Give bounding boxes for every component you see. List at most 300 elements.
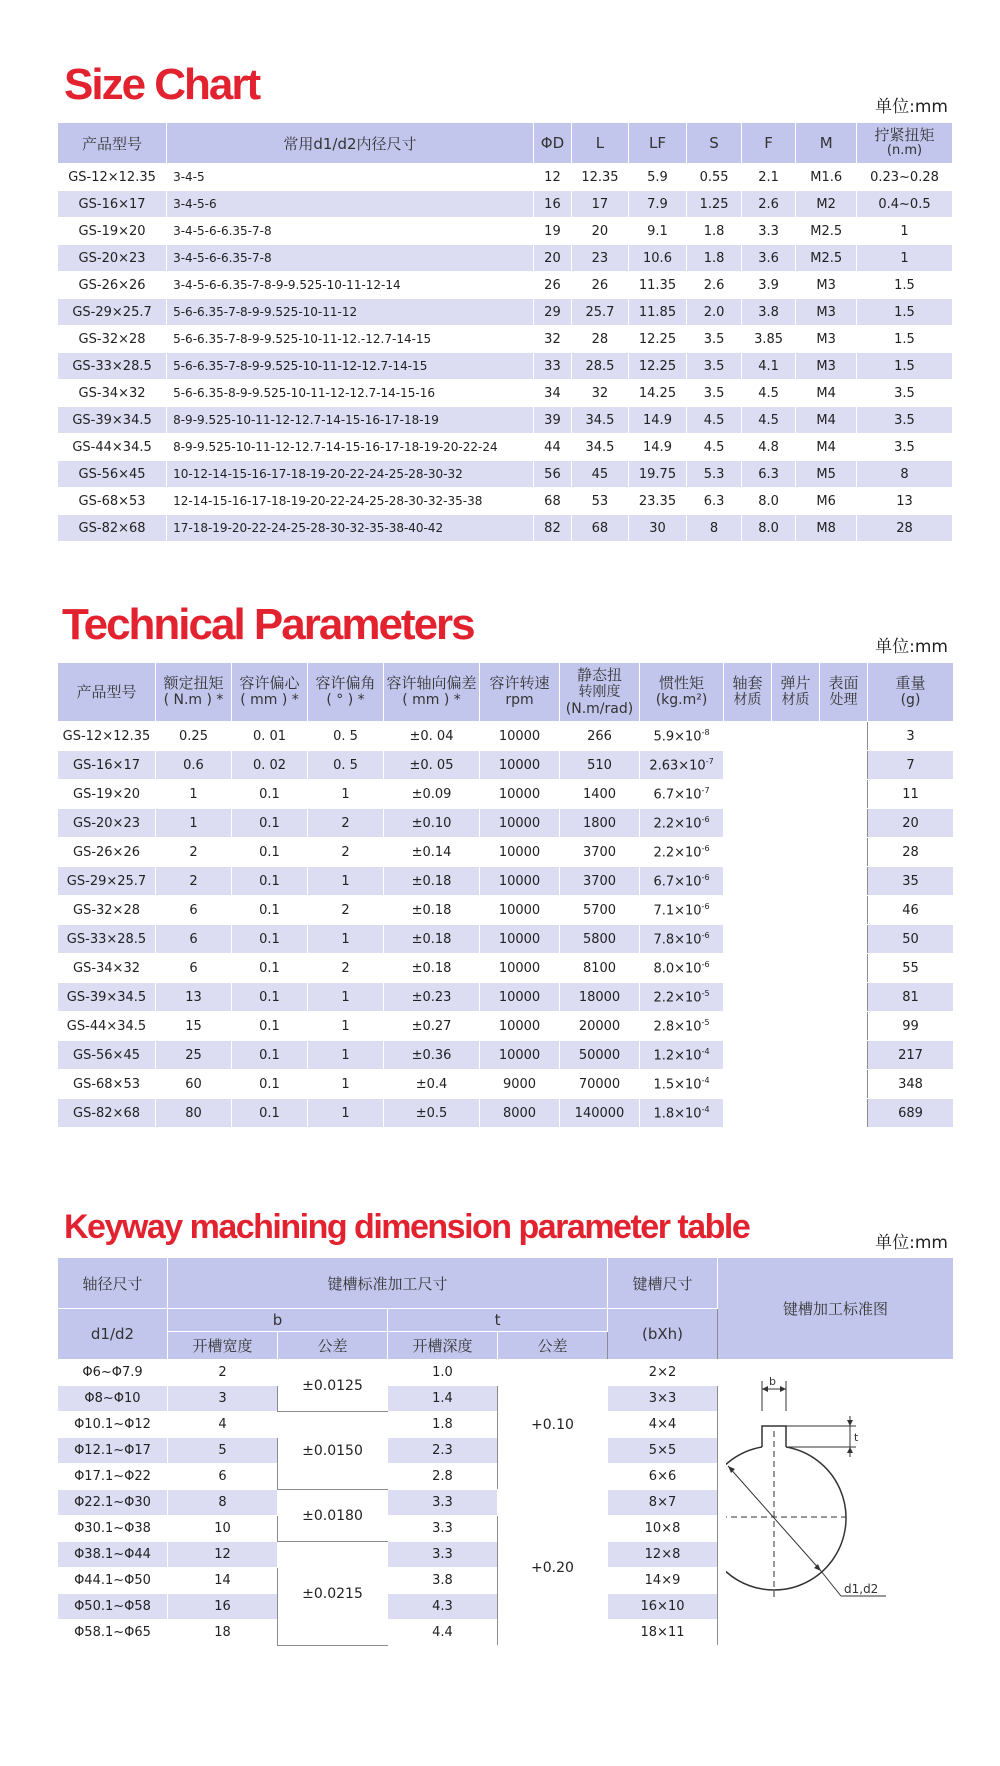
inertia-base: 2.63×10 — [649, 758, 706, 774]
diagram-label-b: b — [768, 1374, 776, 1388]
header-lf: LF — [628, 123, 687, 164]
tech-cell-material-blank — [820, 896, 868, 925]
tech-cell-eccentric: 0. 01 — [232, 722, 308, 751]
tech-header-stiffness-line: 静态扭 — [576, 665, 622, 684]
size-cell-d: 39 — [533, 407, 571, 434]
tech-header-stiffness-line: 转刚度 — [578, 683, 621, 700]
tech-header-weight — [868, 663, 954, 722]
tech-cell-eccentric: 0.1 — [232, 983, 308, 1012]
size-cell-torque: 3.5 — [856, 380, 952, 407]
tech-cell-material-blank — [724, 1099, 772, 1128]
size-cell-s: 3.5 — [687, 353, 742, 380]
tech-cell-material-blank — [820, 722, 868, 751]
size-cell-lf: 14.25 — [628, 380, 687, 407]
tech-cell-weight: 50 — [868, 925, 954, 954]
tech-header-angle — [308, 663, 384, 722]
tech-cell-material-blank — [724, 722, 772, 751]
header-m: M — [796, 123, 857, 164]
tech-cell-speed: 10000 — [480, 780, 560, 809]
inertia-base: 7.8×10 — [653, 932, 702, 948]
size-cell-m: M6 — [796, 488, 857, 515]
tech-body — [58, 722, 954, 1128]
size-cell-model: GS-32×28 — [58, 326, 167, 353]
size-cell-model: GS-19×20 — [58, 218, 167, 245]
tech-title: Technical Parameters — [62, 600, 474, 649]
table-row — [58, 1099, 954, 1128]
size-chart-body — [58, 164, 953, 542]
size-cell-m: M2.5 — [796, 245, 857, 272]
size-cell-f: 3.9 — [741, 272, 796, 299]
size-cell-s: 8 — [687, 515, 742, 542]
size-cell-bore: 5-6-6.35-7-8-9-9.525-10-11-12 — [167, 299, 534, 326]
tech-cell-model: GS-26×26 — [58, 838, 156, 867]
tech-cell-axial: ±0.18 — [384, 954, 480, 983]
tech-header-axial — [384, 663, 480, 722]
tech-header-axial-line: ( mm ) * — [402, 692, 461, 708]
keyway-header-tol2: 公差 — [498, 1332, 608, 1360]
table-row — [58, 218, 953, 245]
size-cell-m: M4 — [796, 380, 857, 407]
keyway-cell-bxh: 5×5 — [608, 1438, 718, 1464]
size-cell-model: GS-68×53 — [58, 488, 167, 515]
tech-cell-weight: 99 — [868, 1012, 954, 1041]
size-cell-s: 4.5 — [687, 407, 742, 434]
tech-header-eccentric-line: ( mm ) * — [240, 692, 299, 708]
size-cell-m: M5 — [796, 461, 857, 488]
size-cell-l: 32 — [572, 380, 629, 407]
size-cell-d: 29 — [533, 299, 571, 326]
size-cell-s: 2.6 — [687, 272, 742, 299]
keyway-cell-shaft: Φ38.1~Φ44 — [58, 1542, 168, 1568]
size-cell-lf: 19.75 — [628, 461, 687, 488]
keyway-cell-depth: 2.8 — [388, 1464, 498, 1490]
tech-cell-eccentric: 0.1 — [232, 954, 308, 983]
tech-header-inertia-line: 惯性矩 — [658, 674, 704, 692]
size-cell-bore: 5-6-6.35-8-9-9.525-10-11-12-12.7-14-15-16 — [167, 380, 534, 407]
keyway-cell-shaft: Φ22.1~Φ30 — [58, 1490, 168, 1516]
inertia-base: 8.0×10 — [653, 961, 702, 977]
tech-cell-angle: 1 — [308, 1041, 384, 1070]
table-row — [58, 326, 953, 353]
tech-cell-material-blank — [820, 751, 868, 780]
inertia-exponent: -4 — [701, 1075, 710, 1085]
tech-cell-material-blank — [820, 983, 868, 1012]
tech-cell-material-blank — [724, 983, 772, 1012]
tech-cell-material-blank — [772, 780, 820, 809]
keyway-cell-bxh: 10×8 — [608, 1516, 718, 1542]
size-cell-lf: 9.1 — [628, 218, 687, 245]
header-torque-line2: (n.m) — [886, 143, 923, 158]
tech-cell-stiffness: 266 — [560, 722, 640, 751]
size-cell-bore: 3-4-5-6-6.35-7-8 — [167, 245, 534, 272]
table-row — [58, 407, 953, 434]
header-f: F — [741, 123, 796, 164]
size-cell-torque: 13 — [856, 488, 952, 515]
tech-cell-material-blank — [724, 867, 772, 896]
tech-cell-angle: 1 — [308, 1012, 384, 1041]
keyway-diagram-cell — [718, 1360, 954, 1646]
size-cell-model: GS-82×68 — [58, 515, 167, 542]
tech-cell-eccentric: 0.1 — [232, 1012, 308, 1041]
tech-cell-material-blank — [724, 751, 772, 780]
tech-cell-inertia — [640, 867, 724, 896]
size-cell-d: 12 — [533, 164, 571, 191]
tech-cell-model: GS-29×25.7 — [58, 867, 156, 896]
keyway-cell-width: 5 — [168, 1438, 278, 1464]
table-row — [58, 722, 954, 751]
tech-header-torque-line: ( N.m ) * — [163, 692, 224, 708]
tech-cell-model: GS-33×28.5 — [58, 925, 156, 954]
table-row — [58, 896, 954, 925]
tech-cell-axial: ±0.23 — [384, 983, 480, 1012]
size-cell-d: 33 — [533, 353, 571, 380]
size-cell-m: M1.6 — [796, 164, 857, 191]
tech-cell-stiffness: 18000 — [560, 983, 640, 1012]
size-cell-l: 25.7 — [572, 299, 629, 326]
tech-header-hub-material-line: 轴套 — [732, 674, 763, 692]
tech-cell-axial: ±0.36 — [384, 1041, 480, 1070]
tech-cell-angle: 1 — [308, 983, 384, 1012]
size-cell-m: M4 — [796, 407, 857, 434]
size-cell-s: 0.55 — [687, 164, 742, 191]
keyway-cell-shaft: Φ6~Φ7.9 — [58, 1360, 168, 1386]
size-cell-d: 19 — [533, 218, 571, 245]
tech-cell-speed: 10000 — [480, 983, 560, 1012]
tech-cell-axial: ±0.09 — [384, 780, 480, 809]
keyway-cell-shaft: Φ30.1~Φ38 — [58, 1516, 168, 1542]
tech-cell-eccentric: 0.1 — [232, 925, 308, 954]
keyway-cell-b-tolerance: ±0.0150 — [278, 1412, 388, 1490]
tech-cell-speed: 8000 — [480, 1099, 560, 1128]
inertia-base: 2.8×10 — [653, 1019, 702, 1035]
tech-cell-weight: 55 — [868, 954, 954, 983]
inertia-base: 6.7×10 — [653, 874, 702, 890]
size-cell-s: 1.8 — [687, 218, 742, 245]
keyway-cell-depth: 3.3 — [388, 1516, 498, 1542]
tech-cell-weight: 35 — [868, 867, 954, 896]
tech-cell-stiffness: 3700 — [560, 867, 640, 896]
inertia-base: 2.2×10 — [653, 816, 702, 832]
keyway-cell-shaft: Φ17.1~Φ22 — [58, 1464, 168, 1490]
tech-cell-model: GS-20×23 — [58, 809, 156, 838]
header-s: S — [687, 123, 742, 164]
keyway-cell-depth: 3.3 — [388, 1542, 498, 1568]
size-cell-f: 3.8 — [741, 299, 796, 326]
tech-cell-torque: 1 — [156, 809, 232, 838]
size-cell-lf: 11.35 — [628, 272, 687, 299]
size-cell-d: 44 — [533, 434, 571, 461]
size-cell-f: 2.6 — [741, 191, 796, 218]
tech-cell-axial: ±0.18 — [384, 896, 480, 925]
inertia-exponent: -6 — [701, 843, 710, 853]
tech-cell-stiffness: 50000 — [560, 1041, 640, 1070]
tech-cell-material-blank — [772, 1099, 820, 1128]
tech-cell-torque: 13 — [156, 983, 232, 1012]
size-cell-torque: 3.5 — [856, 407, 952, 434]
tech-cell-material-blank — [820, 867, 868, 896]
size-cell-f: 4.5 — [741, 407, 796, 434]
tech-cell-angle: 0. 5 — [308, 722, 384, 751]
size-cell-s: 4.5 — [687, 434, 742, 461]
size-cell-lf: 10.6 — [628, 245, 687, 272]
tech-cell-material-blank — [772, 809, 820, 838]
table-row — [58, 299, 953, 326]
size-cell-l: 17 — [572, 191, 629, 218]
tech-cell-speed: 10000 — [480, 954, 560, 983]
keyway-header-d: d1/d2 — [58, 1309, 168, 1360]
size-cell-f: 3.3 — [741, 218, 796, 245]
tech-cell-weight: 28 — [868, 838, 954, 867]
tech-cell-material-blank — [724, 925, 772, 954]
size-cell-lf: 30 — [628, 515, 687, 542]
size-cell-lf: 12.25 — [628, 326, 687, 353]
size-cell-lf: 5.9 — [628, 164, 687, 191]
size-cell-model: GS-26×26 — [58, 272, 167, 299]
keyway-cell-width: 16 — [168, 1594, 278, 1620]
size-cell-m: M3 — [796, 326, 857, 353]
size-cell-l: 34.5 — [572, 407, 629, 434]
size-cell-lf: 12.25 — [628, 353, 687, 380]
tech-cell-model: GS-34×32 — [58, 954, 156, 983]
tech-cell-model: GS-19×20 — [58, 780, 156, 809]
size-cell-torque: 1.5 — [856, 353, 952, 380]
inertia-base: 7.1×10 — [653, 903, 702, 919]
size-cell-l: 34.5 — [572, 434, 629, 461]
size-cell-lf: 7.9 — [628, 191, 687, 218]
tech-cell-stiffness: 3700 — [560, 838, 640, 867]
tech-cell-eccentric: 0.1 — [232, 1041, 308, 1070]
tech-cell-inertia — [640, 722, 724, 751]
tech-cell-eccentric: 0.1 — [232, 809, 308, 838]
tech-cell-model: GS-44×34.5 — [58, 1012, 156, 1041]
tech-cell-speed: 9000 — [480, 1070, 560, 1099]
keyway-cell-width: 14 — [168, 1568, 278, 1594]
tech-cell-inertia — [640, 1099, 724, 1128]
table-row — [58, 751, 954, 780]
tech-cell-material-blank — [724, 780, 772, 809]
size-cell-model: GS-29×25.7 — [58, 299, 167, 326]
tech-cell-torque: 0.6 — [156, 751, 232, 780]
tech-cell-angle: 1 — [308, 867, 384, 896]
tech-cell-material-blank — [772, 1041, 820, 1070]
tech-header-model-line: 产品型号 — [76, 682, 137, 701]
tech-cell-eccentric: 0.1 — [232, 867, 308, 896]
keyway-cell-depth: 1.8 — [388, 1412, 498, 1438]
size-cell-l: 23 — [572, 245, 629, 272]
size-cell-d: 16 — [533, 191, 571, 218]
table-row — [58, 954, 954, 983]
size-chart-title: Size Chart — [64, 60, 260, 109]
tech-cell-speed: 10000 — [480, 809, 560, 838]
size-cell-s: 1.25 — [687, 191, 742, 218]
size-cell-l: 53 — [572, 488, 629, 515]
keyway-diagram — [726, 1371, 946, 1631]
tech-cell-model: GS-39×34.5 — [58, 983, 156, 1012]
table-row — [58, 867, 954, 896]
size-cell-f: 4.1 — [741, 353, 796, 380]
tech-cell-inertia — [640, 1012, 724, 1041]
tech-cell-angle: 1 — [308, 1070, 384, 1099]
keyway-cell-bxh: 14×9 — [608, 1568, 718, 1594]
size-cell-s: 3.5 — [687, 326, 742, 353]
inertia-exponent: -4 — [701, 1046, 710, 1056]
tech-cell-eccentric: 0.1 — [232, 838, 308, 867]
tech-cell-inertia — [640, 925, 724, 954]
table-row — [58, 191, 953, 218]
tech-cell-torque: 0.25 — [156, 722, 232, 751]
tech-cell-inertia — [640, 1070, 724, 1099]
tech-cell-axial: ±0.14 — [384, 838, 480, 867]
tech-cell-weight: 217 — [868, 1041, 954, 1070]
size-cell-torque: 0.23~0.28 — [856, 164, 952, 191]
size-cell-m: M8 — [796, 515, 857, 542]
size-cell-l: 68 — [572, 515, 629, 542]
tech-cell-model: GS-82×68 — [58, 1099, 156, 1128]
keyway-header-width: 开槽宽度 — [168, 1332, 278, 1360]
keyway-cell-bxh: 8×7 — [608, 1490, 718, 1516]
inertia-base: 1.8×10 — [653, 1106, 702, 1122]
keyway-cell-width: 2 — [168, 1360, 278, 1386]
tech-cell-weight: 3 — [868, 722, 954, 751]
size-cell-bore: 3-4-5-6-6.35-7-8-9-9.525-10-11-12-14 — [167, 272, 534, 299]
tech-header-speed-line: rpm — [505, 692, 534, 708]
size-cell-lf: 14.9 — [628, 434, 687, 461]
tech-cell-inertia — [640, 751, 724, 780]
size-cell-l: 28 — [572, 326, 629, 353]
keyway-table — [57, 1257, 954, 1646]
tech-cell-model: GS-32×28 — [58, 896, 156, 925]
size-cell-d: 20 — [533, 245, 571, 272]
keyway-cell-bxh: 12×8 — [608, 1542, 718, 1568]
tech-cell-weight: 348 — [868, 1070, 954, 1099]
tech-cell-material-blank — [820, 838, 868, 867]
header-bore: 常用d1/d2内径尺寸 — [167, 123, 534, 164]
size-cell-m: M3 — [796, 272, 857, 299]
tech-cell-speed: 10000 — [480, 925, 560, 954]
keyway-cell-bxh: 4×4 — [608, 1412, 718, 1438]
tech-cell-angle: 2 — [308, 809, 384, 838]
tech-header-torque — [156, 663, 232, 722]
tech-header-axial-line: 容许轴向偏差 — [386, 674, 477, 692]
tech-cell-angle: 0. 5 — [308, 751, 384, 780]
tech-cell-angle: 2 — [308, 954, 384, 983]
tech-cell-inertia — [640, 838, 724, 867]
tech-cell-material-blank — [820, 954, 868, 983]
inertia-exponent: -5 — [701, 988, 710, 998]
keyway-header-b: b — [168, 1309, 388, 1332]
diagram-label-t: t — [853, 1430, 858, 1444]
tech-header-spring-material — [772, 663, 820, 722]
tech-cell-stiffness: 20000 — [560, 1012, 640, 1041]
size-cell-torque: 1.5 — [856, 299, 952, 326]
tech-header-eccentric — [232, 663, 308, 722]
keyway-cell-shaft: Φ50.1~Φ58 — [58, 1594, 168, 1620]
size-cell-f: 8.0 — [741, 515, 796, 542]
size-cell-lf: 11.85 — [628, 299, 687, 326]
tech-cell-weight: 7 — [868, 751, 954, 780]
tech-cell-inertia — [640, 896, 724, 925]
tech-cell-axial: ±0. 05 — [384, 751, 480, 780]
keyway-cell-t-tolerance: +0.20 — [498, 1490, 608, 1646]
keyway-cell-width: 10 — [168, 1516, 278, 1542]
tech-cell-torque: 6 — [156, 954, 232, 983]
size-cell-torque: 1.5 — [856, 272, 952, 299]
size-cell-m: M3 — [796, 299, 857, 326]
tech-header-eccentric-line: 容许偏心 — [239, 674, 300, 692]
tech-cell-model: GS-16×17 — [58, 751, 156, 780]
keyway-cell-width: 4 — [168, 1412, 278, 1438]
tech-cell-torque: 6 — [156, 925, 232, 954]
tech-cell-material-blank — [772, 751, 820, 780]
keyway-cell-depth: 4.3 — [388, 1594, 498, 1620]
keyway-cell-depth: 2.3 — [388, 1438, 498, 1464]
keyway-cell-width: 12 — [168, 1542, 278, 1568]
size-chart-table — [57, 122, 953, 542]
tech-cell-torque: 2 — [156, 838, 232, 867]
keyway-cell-shaft: Φ8~Φ10 — [58, 1386, 168, 1412]
tech-cell-stiffness: 70000 — [560, 1070, 640, 1099]
keyway-cell-bxh: 16×10 — [608, 1594, 718, 1620]
table-row — [58, 461, 953, 488]
tech-cell-axial: ±0.5 — [384, 1099, 480, 1128]
tech-cell-material-blank — [724, 896, 772, 925]
size-cell-m: M3 — [796, 353, 857, 380]
tech-cell-eccentric: 0.1 — [232, 1070, 308, 1099]
tech-cell-material-blank — [772, 954, 820, 983]
tech-cell-material-blank — [772, 1012, 820, 1041]
tech-cell-angle: 1 — [308, 780, 384, 809]
tech-cell-angle: 1 — [308, 1099, 384, 1128]
size-cell-d: 82 — [533, 515, 571, 542]
tech-cell-inertia — [640, 1041, 724, 1070]
keyway-cell-t-tolerance: +0.10 — [498, 1360, 608, 1490]
inertia-base: 6.7×10 — [653, 787, 702, 803]
size-cell-l: 20 — [572, 218, 629, 245]
table-row — [58, 353, 953, 380]
tech-cell-angle: 1 — [308, 925, 384, 954]
inertia-exponent: -4 — [701, 1104, 710, 1114]
tech-cell-eccentric: 0.1 — [232, 1099, 308, 1128]
tech-cell-weight: 689 — [868, 1099, 954, 1128]
inertia-exponent: -6 — [701, 872, 710, 882]
tech-header-spring-material-line: 材质 — [781, 692, 810, 708]
tech-cell-material-blank — [724, 1012, 772, 1041]
size-cell-d: 68 — [533, 488, 571, 515]
keyway-cell-shaft: Φ44.1~Φ50 — [58, 1568, 168, 1594]
table-row — [58, 434, 953, 461]
tech-cell-material-blank — [772, 722, 820, 751]
keyway-header-slot-size: 键槽尺寸 — [608, 1258, 718, 1309]
size-cell-model: GS-12×12.35 — [58, 164, 167, 191]
size-cell-torque: 1 — [856, 245, 952, 272]
size-cell-model: GS-20×23 — [58, 245, 167, 272]
table-row — [58, 809, 954, 838]
inertia-exponent: -7 — [705, 756, 714, 766]
keyway-header-bxh: (bXh) — [608, 1309, 718, 1360]
keyway-cell-width: 3 — [168, 1386, 278, 1412]
tech-cell-stiffness: 5800 — [560, 925, 640, 954]
size-cell-l: 12.35 — [572, 164, 629, 191]
tech-cell-inertia — [640, 780, 724, 809]
keyway-cell-bxh: 2×2 — [608, 1360, 718, 1386]
keyway-title: Keyway machining dimension parameter table — [64, 1208, 750, 1246]
tech-header-stiffness-line: (N.m/rad) — [565, 700, 634, 717]
keyway-cell-width: 18 — [168, 1620, 278, 1646]
tech-header-model — [58, 663, 156, 722]
table-row — [58, 838, 954, 867]
tech-header-surface-line: 处理 — [829, 692, 858, 708]
tech-cell-torque: 6 — [156, 896, 232, 925]
